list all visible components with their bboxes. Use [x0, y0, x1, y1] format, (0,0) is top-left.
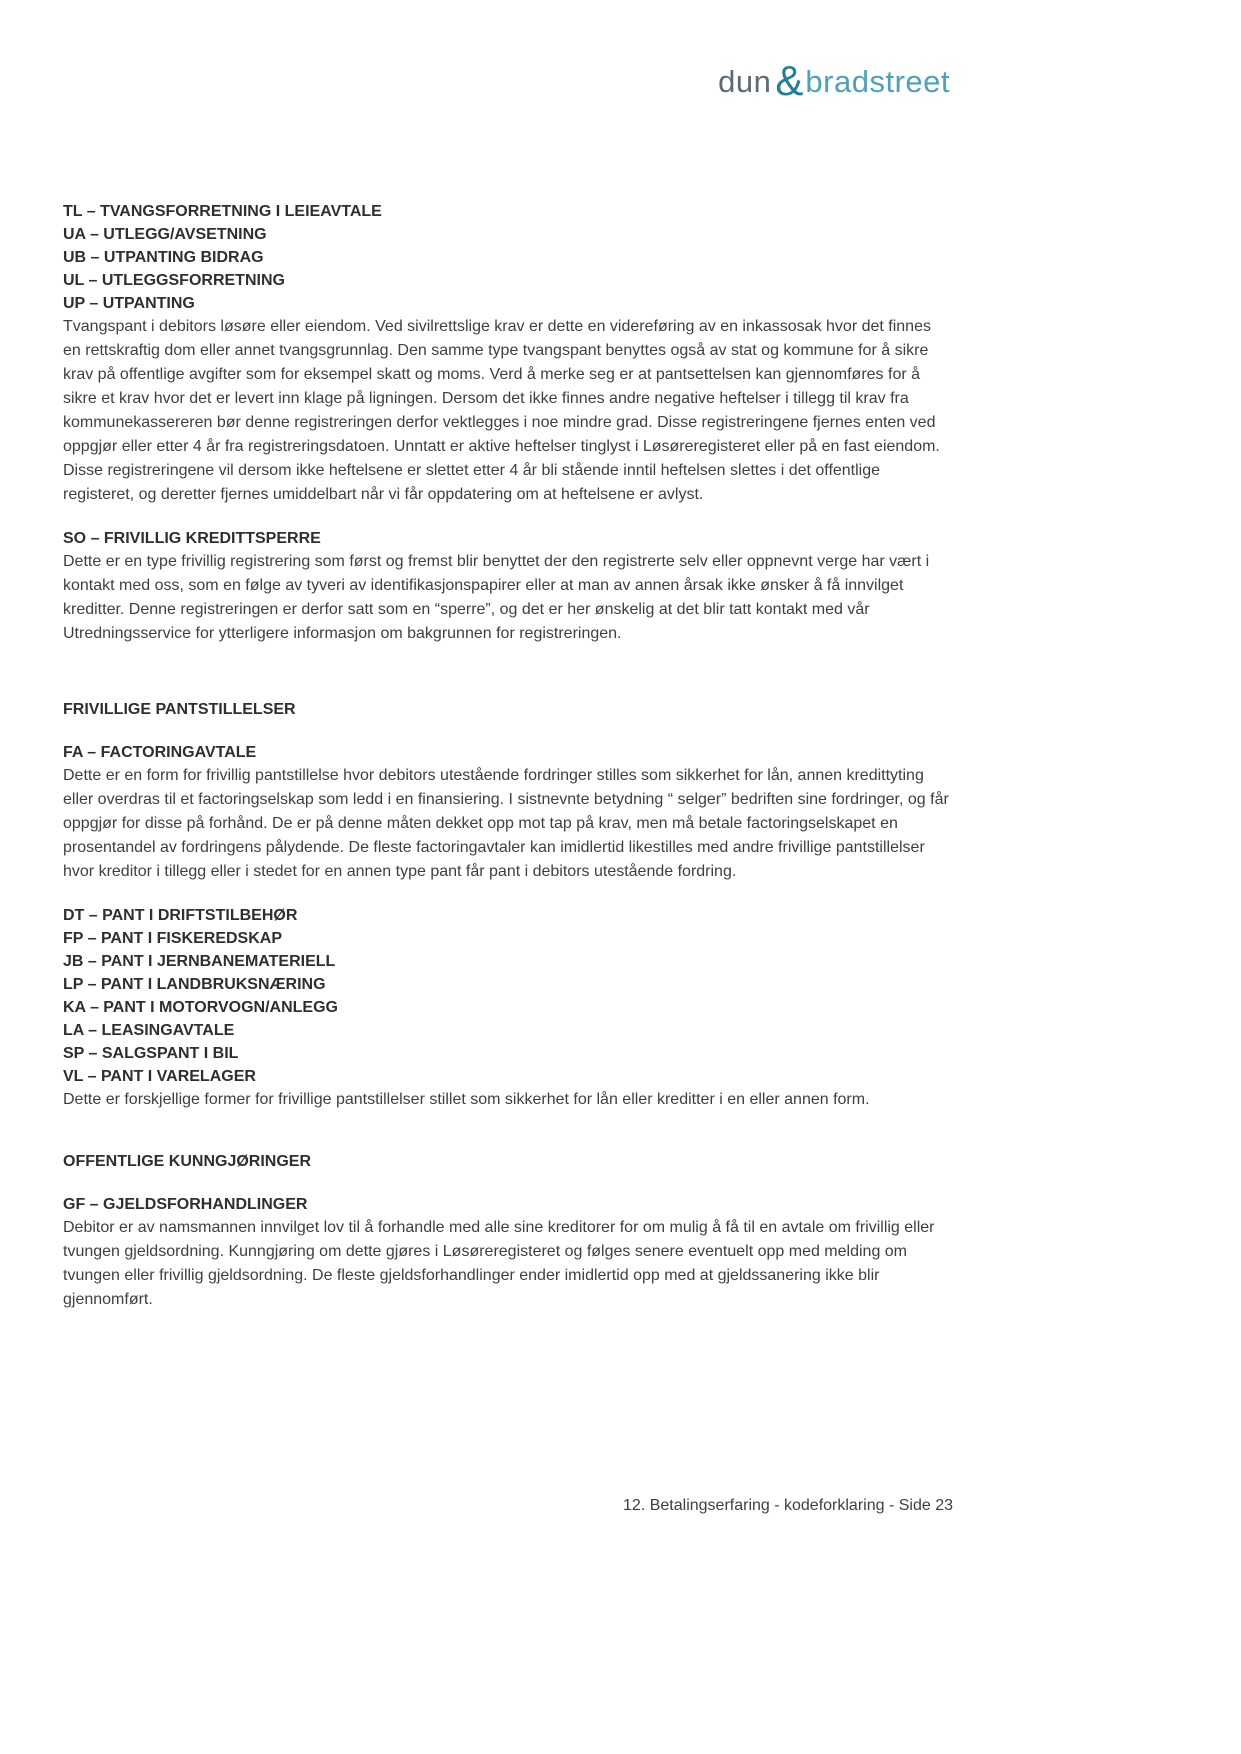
code-heading-up: UP – UTPANTING: [63, 295, 195, 312]
code-heading-jb: JB – PANT I JERNBANEMATERIELL: [63, 953, 336, 970]
code-heading-ka: KA – PANT I MOTORVOGN/ANLEGG: [63, 999, 338, 1016]
paragraph-gf: Debitor er av namsmannen innvilget lov til å forhandle med alle sine kreditorer for om mulig å få til en avtale om frivillig eller tvungen gjeldsordning. Kunngjøring om dette gjøres i Løsøreregisteret og følges senere eventuelt opp med melding om tvungen eller frivillig gjeldsordning. De fleste gjeldsforhandlinger ender imidlertid opp med at gjeldssanering ikke blir gjennomført.: [63, 1219, 935, 1308]
code-heading-gf: GF – GJELDSFORHANDLINGER: [63, 1196, 308, 1213]
section-title-frivillige-pantstillelser: FRIVILLIGE PANTSTILLELSER: [63, 701, 296, 718]
paragraph-so: Dette er en type frivillig registrering som først og fremst blir benyttet der den registrerte selv eller oppnevnt verge har vært i kontakt med oss, som en følge av tyveri av identifikasjonspapirer eller at man av annen årsak ikke ønsker å få innvilget kreditter. Denne registreringen er derfor satt som en “sperre”, og det er her ønskelig at det blir tatt kontakt med vår Utredningsservice for ytterligere informasjon om bakgrunnen for registreringen.: [63, 553, 930, 642]
code-heading-dt: DT – PANT I DRIFTSTILBEHØR: [63, 907, 298, 924]
code-heading-ua: UA – UTLEGG/AVSETNING: [63, 226, 267, 243]
page-footer: 12. Betalingserfaring - kodeforklaring - Side 23: [623, 1497, 953, 1514]
paragraph-fa: Dette er en form for frivillig pantstillelse hvor debitors utestående fordringer stilles som sikkerhet for lån, annen kredittyting eller overdras til et factoringselskap som ledd i en finansiering. I sistnevnte betydning “ selger” bedriften sine fordringer, og får oppgjør for disse på forhånd. De er på denne måten dekket opp mot tap på krav, men må betale factoringselskapet en prosentandel av fordringens pålydende. De fleste factoringavtaler kan imidlertid likestilles med andre frivillige pantstillelser hvor kreditor i tillegg eller i stedet for en annen type pant får pant i debitors utestående fordring.: [63, 767, 949, 880]
code-heading-fp: FP – PANT I FISKEREDSKAP: [63, 930, 282, 947]
code-heading-ub: UB – UTPANTING BIDRAG: [63, 249, 264, 266]
code-heading-lp: LP – PANT I LANDBRUKSNÆRING: [63, 976, 326, 993]
document-body: [63, 200, 953, 1312]
code-heading-la: LA – LEASINGAVTALE: [63, 1022, 235, 1039]
paragraph-pant: Dette er forskjellige former for frivillige pantstillelser stillet som sikkerhet for lån eller kreditter i en eller annen form.: [63, 1091, 870, 1108]
code-heading-tl: TL – TVANGSFORRETNING I LEIEAVTALE: [63, 203, 382, 220]
code-heading-vl: VL – PANT I VARELAGER: [63, 1068, 256, 1085]
section-title-offentlige-kunngjoringer: OFFENTLIGE KUNNGJØRINGER: [63, 1153, 312, 1170]
code-heading-group-tvangs: [63, 200, 953, 315]
paragraph-tvangspant: Tvangspant i debitors løsøre eller eiendom. Ved sivilrettslige krav er dette en videreføring av en inkassosak hvor det finnes en rettskraftig dom eller annet tvangsgrunnlag. Den samme type tvangspant benyttes også av stat og kommune for å sikre krav på offentlige avgifter som for eksempel skatt og moms. Verd å merke seg er at pantsettelsen kan gjennomføres for å sikre et krav hvor det er levert inn klage på ligningen. Dersom det ikke finnes andre negative heftelser i tillegg til krav fra kommunekassereren bør denne registreringen derfor vektlegges i noe mindre grad. Disse registreringene fjernes enten ved oppgjør eller etter 4 år fra registreringsdatoen. Unntatt er aktive heftelser tinglyst i Løsøreregisteret eller på en fast eiendom. Disse registreringene vil dersom ikke heftelsene er slettet etter 4 år bli stående inntil heftelsen slettes i det offentlige registeret, og deretter fjernes umiddelbart når vi får oppdatering om at heftelsene er avlyst.: [63, 318, 940, 503]
code-heading-so: SO – FRIVILLIG KREDITTSPERRE: [63, 530, 321, 547]
logo-text-bradstreet: bradstreet: [805, 64, 950, 99]
code-heading-sp: SP – SALGSPANT I BIL: [63, 1045, 239, 1062]
code-heading-group-pant: [63, 904, 953, 1088]
dun-bradstreet-logo: dun & bradstreet: [718, 57, 950, 104]
code-heading-ul: UL – UTLEGGSFORRETNING: [63, 272, 285, 289]
code-heading-fa: FA – FACTORINGAVTALE: [63, 744, 257, 761]
logo-text-dun: dun: [718, 64, 772, 99]
